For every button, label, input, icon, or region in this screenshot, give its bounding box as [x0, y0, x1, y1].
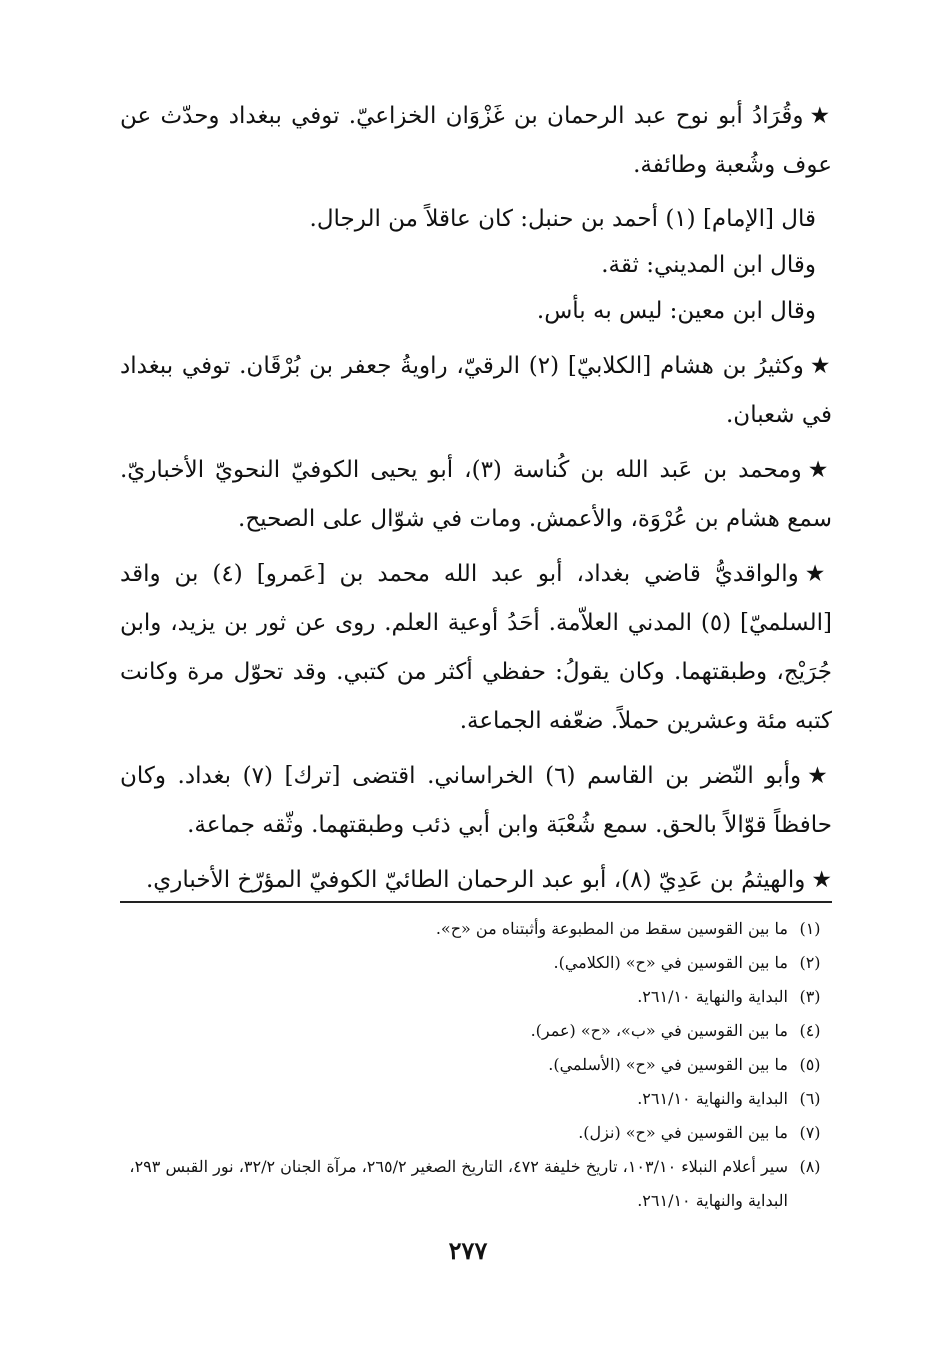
star-icon: ★ [809, 103, 832, 129]
quote-line: وقال ابن معين: ليس به بأس. [536, 298, 816, 324]
footnotes [120, 912, 832, 1218]
footnote-number: (٤) [799, 1021, 821, 1040]
footnote-number: (٨) [799, 1157, 821, 1176]
footnote-number: (٥) [799, 1055, 821, 1074]
footnote-item [120, 946, 832, 980]
footnote-number: (٧) [799, 1123, 821, 1142]
footnote-item [120, 980, 832, 1014]
footnote-item [120, 1116, 832, 1150]
entry-ibn-kunasa: ★ومحمد بن عَبد الله بن كُناسة (٣)، أبو يحيى الكوفيّ النحويّ الأخباريّ. سمع هشام بن عُرْوَة، والأعمش. ومات في شوّال على الصحيح. [120, 457, 832, 532]
quotes-block [120, 196, 832, 334]
footnote-number: (٦) [799, 1089, 821, 1108]
entry-waqidi: ★والواقديُّ قاضي بغداد، أبو عبد الله محمد بن [عَمرو] (٤) بن واقد [السلميّ] (٥) المدني العلاّمة. أحَدُ أوعية العلم. روى عن ثور بن يزيد، وابن جُرَيْج، وطبقتهما. وكان يقولُ: حفظي أكثر من كتبي. وقد تحوّل مرة وكانت كتبه مئة وعشرين حملاً. ضعّفه الجماعة. [120, 561, 832, 734]
star-icon: ★ [804, 561, 832, 587]
entry-kathir: ★وكثيرُ بن هشام [الكلابيّ] (٢) الرقيّ، راويةُ جعفر بن بُرْقَان. توفي ببغداد في شعبان. [120, 353, 832, 428]
footnote-number: (١) [799, 919, 821, 938]
footnote-item [120, 912, 832, 946]
star-icon: ★ [809, 353, 832, 379]
footnote-item [120, 1082, 832, 1116]
page-number: ٢٧٧ [448, 1236, 488, 1265]
quote-line: وقال ابن المديني: ثقة. [601, 252, 816, 278]
star-icon: ★ [807, 763, 832, 789]
footnote-number: (٢) [799, 953, 821, 972]
footnote-text: البداية والنهاية ٢٦١/١٠. [637, 1089, 788, 1108]
footnote-text: ما بين القوسين في «ح» (نزل). [578, 1123, 788, 1142]
entry-qurad: ★وقُرَادُ أبو نوح عبد الرحمان بن غَزْوَان الخزاعيّ. توفي ببغداد وحدّث عن عوف وشُعبة وطائفة. [120, 103, 832, 178]
footnote-number: (٣) [799, 987, 821, 1006]
footnote-text: البداية والنهاية ٢٦١/١٠. [637, 987, 788, 1006]
footnote-text: ما بين القوسين في «ح» (الكلامي). [553, 953, 788, 972]
footnote-item [120, 1014, 832, 1048]
footnote-item [120, 1048, 832, 1082]
footnote-text: ما بين القوسين في «ح» (الأسلمي). [548, 1055, 788, 1074]
footnote-text: ما بين القوسين في «ب»، «ح» (عمر). [530, 1021, 788, 1040]
footnote-text: سير أعلام النبلاء ١٠٣/١٠، تاريخ خليفة ٤٧٢، التاريخ الصغير ٢٦٥/٢، مرآة الجنان ٣٢/٢، نور القبس ٢٩٣، البداية والنهاية ٢٦١/١٠. [129, 1157, 788, 1210]
quote-line: قال [الإمام] (١) أحمد بن حنبل: كان عاقلاً من الرجال. [309, 206, 816, 232]
footnote-text: ما بين القوسين سقط من المطبوعة وأثبتناه من «ح». [435, 919, 788, 938]
entry-haytham: ★والهيثمُ بن عَدِيّ (٨)، أبو عبد الرحمان الطائيّ الكوفيّ المؤرّخ الأخباري. [145, 867, 832, 893]
star-icon: ★ [807, 457, 832, 483]
star-icon: ★ [811, 867, 832, 893]
footnote-divider [120, 901, 832, 903]
main-text [120, 92, 832, 911]
footnote-item [120, 1150, 832, 1218]
entry-abu-nadr: ★وأبو النّضر بن القاسم (٦) الخراساني. اقتضى [ترك] (٧) بغداد. وكان حافظاً قوّالاً بالحق. سمع شُعْبَة وابن أبي ذئب وطبقتهما. وثّقه جماعة. [120, 763, 832, 838]
